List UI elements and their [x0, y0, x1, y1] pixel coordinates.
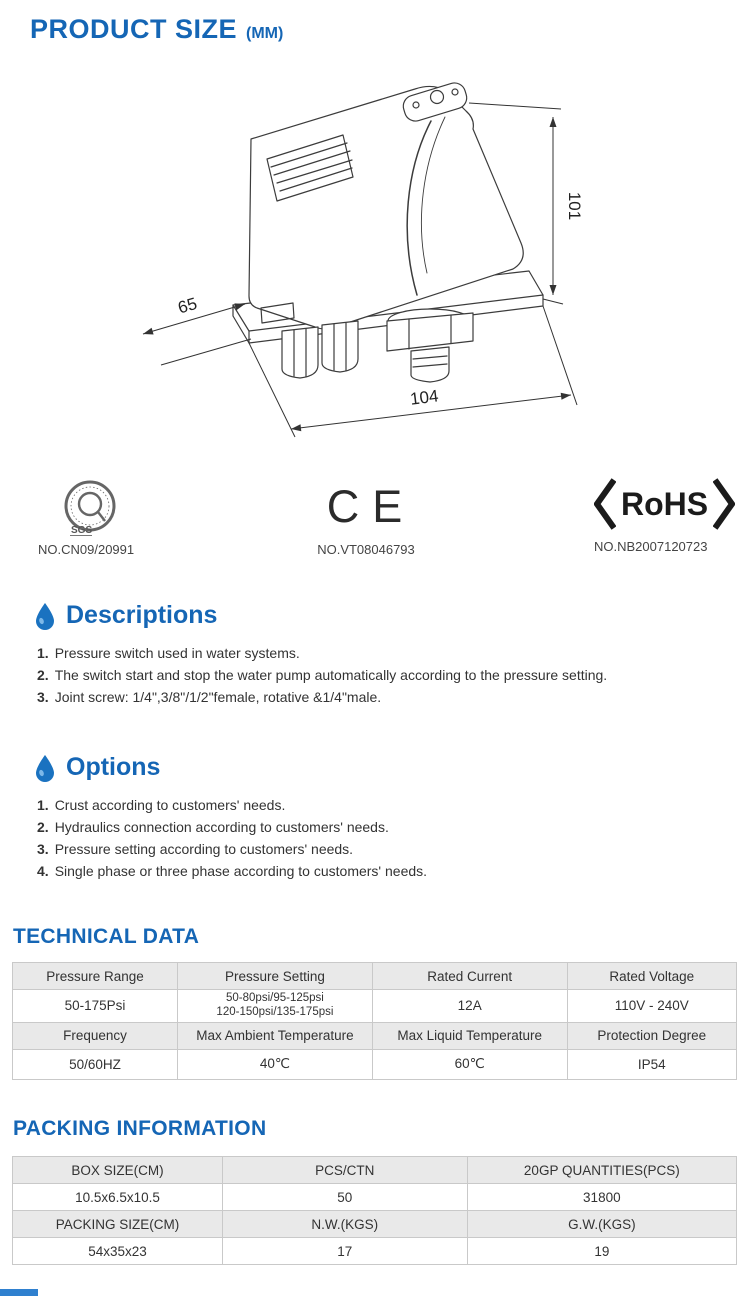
list-item [37, 642, 725, 664]
page-title [30, 14, 283, 45]
table-header-cell: Pressure Setting [178, 963, 373, 990]
pressure-switch-drawing-svg [85, 75, 665, 485]
table-cell-line: 120-150psi/135-175psi [216, 1005, 334, 1018]
table-header-cell: PCS/CTN [222, 1157, 467, 1184]
options-section [35, 753, 725, 882]
item-number: 3. [37, 689, 49, 705]
certification-number-sgs: NO.CN09/20991 [38, 542, 135, 557]
table-row [13, 1211, 737, 1238]
table-cell: 19 [467, 1238, 736, 1265]
sgs-logo-text: SGS [71, 525, 93, 536]
table-cell [178, 990, 373, 1023]
water-drop-icon [35, 602, 55, 630]
list-item [37, 860, 725, 882]
table-header-cell: Max Liquid Temperature [372, 1022, 567, 1049]
dimension-label-height: 101 [565, 191, 584, 221]
table-header-cell: Rated Voltage [567, 963, 736, 990]
options-list [37, 794, 725, 882]
descriptions-heading [35, 601, 725, 630]
list-item [37, 816, 725, 838]
table-cell: 50-175Psi [13, 990, 178, 1023]
table-cell: 110V - 240V [567, 990, 736, 1023]
descriptions-heading-text: Descriptions [66, 601, 218, 629]
water-drop-icon [35, 754, 55, 782]
table-cell: 31800 [467, 1184, 736, 1211]
item-text: Pressure setting according to customers' needs. [54, 841, 354, 857]
drawing-body [249, 86, 523, 329]
item-text: Hydraulics connection according to customers' needs. [54, 819, 389, 835]
table-row [13, 990, 737, 1023]
table-cell: 10.5x6.5x10.5 [13, 1184, 223, 1211]
table-row [13, 1184, 737, 1211]
descriptions-list [37, 642, 725, 708]
item-text: Crust according to customers' needs. [54, 797, 286, 813]
table-cell-line: 50-80psi/95-125psi [226, 992, 324, 1004]
table-cell: 54x35x23 [13, 1238, 223, 1265]
drawing-cable-gland [282, 327, 318, 378]
table-cell: 12A [372, 990, 567, 1023]
rohs-mark [594, 476, 744, 532]
certification-rohs [594, 476, 744, 554]
list-item [37, 794, 725, 816]
rohs-left-bracket-icon [594, 477, 616, 531]
corner-accent-strip [0, 1289, 38, 1296]
sgs-logo-icon [58, 478, 122, 542]
table-header-cell: G.W.(KGS) [467, 1211, 736, 1238]
table-header-cell: Frequency [13, 1022, 178, 1049]
certification-ce [296, 481, 436, 557]
table-row [13, 1157, 737, 1184]
packing-information-heading: PACKING INFORMATION [13, 1117, 267, 1140]
certification-sgs [38, 478, 208, 557]
options-heading [35, 753, 725, 782]
table-cell: 50 [222, 1184, 467, 1211]
list-item [37, 664, 725, 686]
table-cell: IP54 [567, 1049, 736, 1079]
table-header-cell: Pressure Range [13, 963, 178, 990]
product-technical-drawing [85, 75, 665, 485]
table-cell: 17 [222, 1238, 467, 1265]
table-cell: 50/60HZ [13, 1049, 178, 1079]
item-number: 4. [37, 863, 49, 879]
table-header-cell: PACKING SIZE(CM) [13, 1211, 223, 1238]
dimension-label-width: 104 [409, 386, 440, 409]
technical-data-table [12, 962, 737, 1080]
table-cell: 60℃ [372, 1049, 567, 1079]
packing-information-table [12, 1156, 737, 1265]
item-text: Joint screw: 1/4",3/8"/1/2"female, rotative &1/4"male. [54, 689, 382, 705]
drawing-cable-gland [322, 321, 358, 372]
ce-mark: CE [326, 481, 416, 532]
item-number: 1. [37, 797, 49, 813]
table-row [13, 1049, 737, 1079]
item-number: 2. [37, 667, 49, 683]
table-cell: 40℃ [178, 1049, 373, 1079]
item-text: Pressure switch used in water systems. [54, 645, 300, 661]
table-header-cell: Protection Degree [567, 1022, 736, 1049]
technical-data-heading: TECHNICAL DATA [13, 925, 200, 948]
item-number: 1. [37, 645, 49, 661]
table-header-cell: Max Ambient Temperature [178, 1022, 373, 1049]
item-number: 2. [37, 819, 49, 835]
dimension-label-depth: 65 [175, 293, 200, 318]
table-row [13, 1022, 737, 1049]
table-row [13, 963, 737, 990]
page-title-text: PRODUCT SIZE [30, 14, 238, 44]
table-header-cell: 20GP QUANTITIES(PCS) [467, 1157, 736, 1184]
rohs-right-bracket-icon [713, 477, 735, 531]
table-row [13, 1238, 737, 1265]
certification-number-ce: NO.VT08046793 [317, 542, 415, 557]
rohs-mark-text: RoHS [621, 485, 709, 522]
descriptions-section [35, 601, 725, 708]
table-header-cell: N.W.(KGS) [222, 1211, 467, 1238]
options-heading-text: Options [66, 753, 161, 781]
list-item [37, 838, 725, 860]
page-title-unit: (MM) [246, 25, 284, 42]
item-text: The switch start and stop the water pump automatically according to the pressure setting. [54, 667, 608, 683]
table-header-cell: BOX SIZE(CM) [13, 1157, 223, 1184]
list-item [37, 686, 725, 708]
item-text: Single phase or three phase according to customers' needs. [54, 863, 428, 879]
item-number: 3. [37, 841, 49, 857]
table-header-cell: Rated Current [372, 963, 567, 990]
certification-number-rohs: NO.NB2007120723 [594, 539, 708, 554]
